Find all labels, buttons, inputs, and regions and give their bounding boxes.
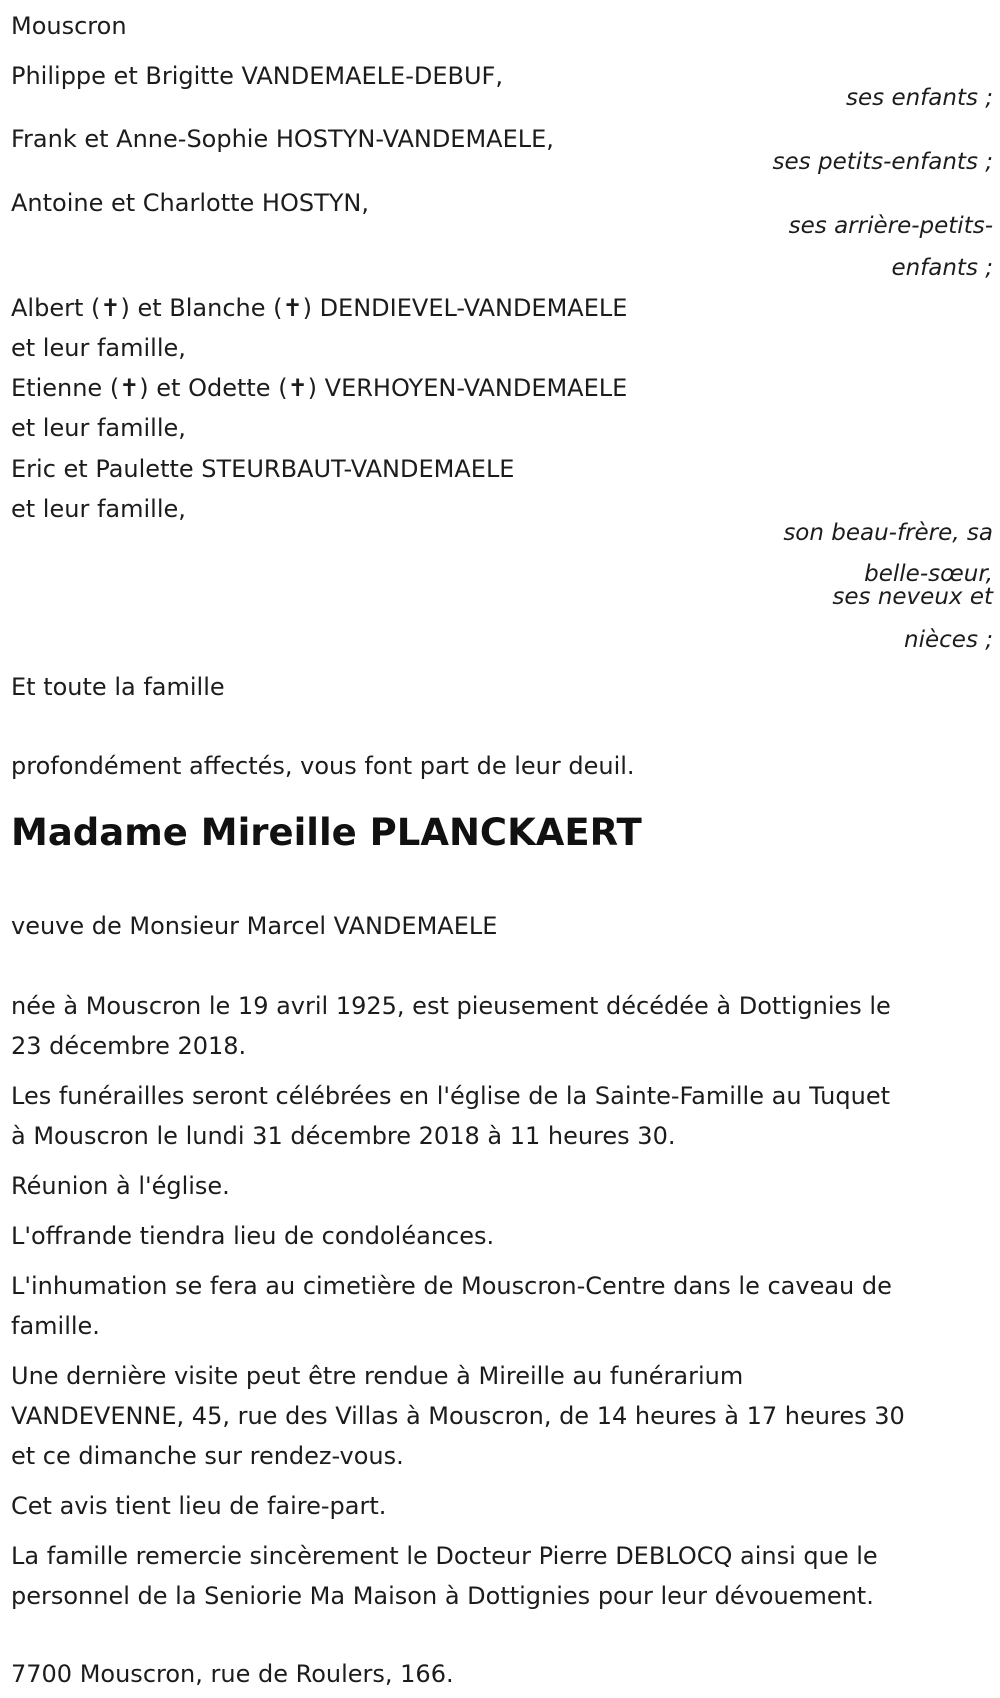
burial-line: famille.: [11, 1312, 100, 1340]
deceased-name: Madame Mireille PLANCKAERT: [11, 811, 642, 854]
thanks-line: La famille remercie sincèrement le Docteur Pierre DEBLOCQ ainsi que le: [11, 1542, 878, 1570]
funeral-line: Les funérailles seront célébrées en l'église de la Sainte-Famille au Tuquet: [11, 1082, 891, 1110]
in-laws-line: Albert (✝) et Blanche (✝) DENDIEVEL-VANDEMAELE: [11, 294, 628, 322]
location-header: Mouscron: [11, 12, 127, 40]
offering-text: L'offrande tiendra lieu de condoléances.: [11, 1222, 495, 1250]
in-laws-line: Etienne (✝) et Odette (✝) VERHOYEN-VANDEMAELE: [11, 374, 628, 402]
visit-line: Une dernière visite peut être rendue à Mireille au funérarium: [11, 1362, 744, 1390]
birth-death-line: née à Mouscron le 19 avril 1925, est pieusement décédée à Dottignies le: [11, 992, 891, 1020]
in-laws-relation-line: belle-sœur,: [864, 561, 993, 587]
announcement-text: profondément affectés, vous font part de leur deuil.: [11, 752, 635, 780]
in-laws-line: et leur famille,: [11, 334, 186, 362]
notice-text: Cet avis tient lieu de faire-part.: [11, 1492, 387, 1520]
meeting-text: Réunion à l'église.: [11, 1172, 230, 1200]
in-laws-line: Eric et Paulette STEURBAUT-VANDEMAELE: [11, 455, 515, 483]
in-laws-relation-line: nièces ;: [904, 627, 993, 653]
great-grandchildren-relation-line1: ses arrière-petits-: [788, 213, 993, 239]
birth-death-line: 23 décembre 2018.: [11, 1032, 247, 1060]
children-relation: ses enfants ;: [846, 85, 993, 111]
in-laws-line: et leur famille,: [11, 495, 186, 523]
in-laws-relation-line: son beau-frère, sa: [783, 520, 993, 546]
funeral-line: à Mouscron le lundi 31 décembre 2018 à 11 heures 30.: [11, 1122, 676, 1150]
burial-line: L'inhumation se fera au cimetière de Mouscron-Centre dans le caveau de: [11, 1272, 892, 1300]
great-grandchildren-relation-line2: enfants ;: [891, 255, 993, 281]
visit-line: et ce dimanche sur rendez-vous.: [11, 1442, 404, 1470]
in-laws-relation-line: ses neveux et: [832, 584, 993, 610]
grandchildren-names: Frank et Anne-Sophie HOSTYN-VANDEMAELE,: [11, 125, 554, 153]
whole-family: Et toute la famille: [11, 673, 225, 701]
widow-of: veuve de Monsieur Marcel VANDEMAELE: [11, 912, 498, 940]
in-laws-line: et leur famille,: [11, 414, 186, 442]
address-text: 7700 Mouscron, rue de Roulers, 166.: [11, 1660, 454, 1688]
visit-line: VANDEVENNE, 45, rue des Villas à Mouscron, de 14 heures à 17 heures 30: [11, 1402, 905, 1430]
grandchildren-relation: ses petits-enfants ;: [772, 149, 993, 175]
great-grandchildren-names: Antoine et Charlotte HOSTYN,: [11, 189, 369, 217]
children-names: Philippe et Brigitte VANDEMAELE-DEBUF,: [11, 62, 503, 90]
thanks-line: personnel de la Seniorie Ma Maison à Dottignies pour leur dévouement.: [11, 1582, 874, 1610]
